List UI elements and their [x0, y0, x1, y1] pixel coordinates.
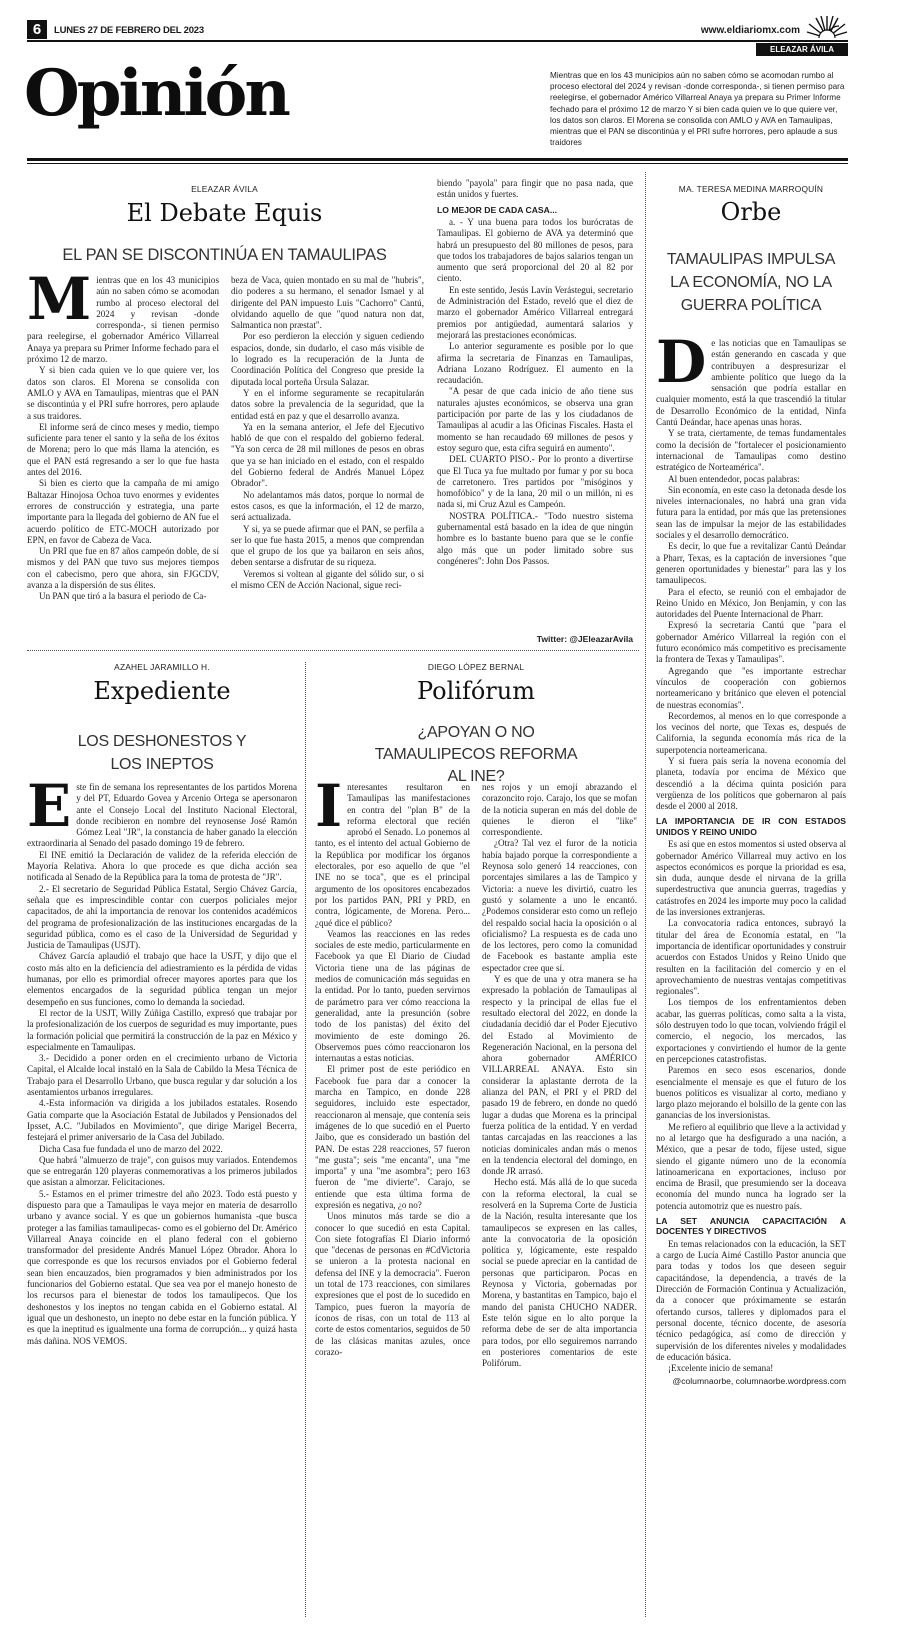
poli-deck: ¿APOYAN O NO TAMAULIPECOS REFORMA AL INE? — [374, 724, 578, 785]
col1-c-p6: NOSTRA POLÍTICA.- "Todo nuestro sistema gubernamental está basado en la idea de que ningún hombre es lo bastante bueno para que se le confíe algo más que un poder limitado sobre sus congéneres": John Dos Passos. — [437, 510, 633, 566]
exp-title: Expediente — [93, 677, 231, 705]
exp-body — [27, 782, 297, 1610]
orbe-p2: Al buen entendedor, pocas palabras: — [668, 473, 800, 484]
page-number-box — [27, 20, 47, 39]
column-rule-bottom — [305, 662, 306, 1617]
orbe-title: Orbe — [720, 198, 782, 226]
col1-a-p1: Y si bien cada quien ve lo que quiere ver, los datos son claros. El Morena se consolida con AMLO y AVA en Tamaulipas, mientras que el PAN se discontinúa y el PRI sufre horrores, pero aplaude a sus traidores. — [27, 365, 219, 421]
col1-author: ELEAZAR ÁVILA — [191, 184, 258, 194]
col1-b-p6: Veremos si voltean al gigante del sólido sur, o si el mismo CEN de Acción Nacional, sigue reci- — [231, 568, 424, 591]
author-tag — [756, 43, 848, 56]
orbe-signature[interactable]: @columnaorbe, columnaorbe.wordpress.com — [672, 1376, 846, 1387]
exp-dropcap: E — [27, 782, 72, 840]
exp-p8: Que habrá "almuerzo de traje", con guisos muy variados. Entendemos que se entregarán 120 playeras conmemorativas a los primeros jubilados que asistan a almorzar. Felicitaciones. — [27, 1154, 297, 1188]
col1-a-p0: ientras que en los 43 municipios aún no saben cómo se acomodan rumbo al proceso electoral del 2024 y revisan -donde corresponda-, si tienen permiso para reelegirse, el gobernador Américo Villarreal Anaya ya prepara su Primer Informe fechado para el próximo 12 de marzo. — [27, 275, 219, 365]
orbe-p7: Agregando que "es importante estrechar vínculos de cooperación con gobiernos norteamericano y británico que eleven el potencial de nuestras economías". — [656, 665, 846, 710]
exp-deck: LOS DESHONESTOS Y LOS INEPTOS — [77, 733, 247, 773]
col1-column-a — [27, 275, 219, 635]
poli-a-p0: nteresantes resultaron en Tamaulipas las manifestaciones en contra del "plan B" de la reforma electoral que recién aprobó el Senado. Lo ponemos al tanto, es el intento del actual Gobierno de la República por modificar los órganos electorales, por eso aquello de que "el INE no se toca", que es el principal argumento de los opositores encabezados por los partidos PAN, PRI y PRD, en contra, lógicamente, de Morena. Pero... ¿qué dice el público? — [315, 782, 470, 928]
orbe-p12: Los tiempos de los enfrentamientos deben acabar, las guerras políticas, como salta a la vista, sólo destruyen todo lo que tocan, volviendo frágil el comercio, el negocio, los mercados, las exportaciones y convirtiendo el humor de la gente en percepciones catastrofistas. — [656, 997, 846, 1064]
orbe-p6: Expresó la secretaria Cantú que "para el gobernador Américo Villarreal la región con el futuro económico más competitivo es precisamente la frontera de Texas y Tamaulipas". — [656, 620, 846, 665]
site-url[interactable]: www.eldiariomx.com — [700, 25, 800, 36]
col1-a-p2: El informe será de cinco meses y medio, tiempo suficiente para tener el santo y la seña de los éxitos de Morena; pero lo que más llama la atención, es que el PAN está regresando a ser lo que fue hasta antes del 2016. — [27, 421, 219, 478]
header-rule-top — [27, 40, 848, 42]
header-rule-bottom-2 — [27, 163, 848, 164]
col1-b-p3: Ya en la semana anterior, el Jefe del Ejecutivo habló de que con el respaldo del gobierno federal. "Ya son cerca de 28 mil millones de pesos en obras que ya se han iniciado en el estado, con el respaldo del Gobierno federal de Andrés Manuel López Obrador". — [231, 421, 424, 489]
col1-title: El Debate Equis — [126, 199, 323, 227]
col1-column-c — [437, 178, 633, 630]
section-title: Opinión — [24, 56, 288, 131]
col1-a-p5: Un PAN que tiró a la basura el periodo de Ca- — [39, 591, 207, 602]
poli-b-p3: Hecho está. Más allá de lo que suceda con la reforma electoral, la cual se resolverá en la Suprema Corte de Justicia de la Nación, resulta interesante que los tamaulipecos se expresen en las calles, ante la convocatoria de la oposición política y, lógicamente, este respaldo social se puede apreciar en la cantidad de personas que participaron. Pocas en Reynosa y Victoria, gobernadas por Morena, y bastantitas en Tampico, bajo el mando del panista CHUCHO NADER. Este telón sigue en lo alto porque la reforma debe de ser de alta importancia para todos, por ello seguiremos narrando en posteriores comentarios de este Polifórum. — [482, 1177, 637, 1369]
orbe-p0: e las noticias que en Tamaulipas se están generando en cascada y que contribuyen a despresurizar el ambiente político que luego da la sensación que podría estallar en cualquier momento, está la que trascendió la titular de Desarrollo Económico de la entidad, Ninfa Cantú Deándar, hace apenas unas horas. — [656, 338, 846, 428]
orbe-subhead-2: LA SET ANUNCIA CAPACITACIÓN A DOCENTES Y DIRECTIVOS — [656, 1216, 846, 1237]
exp-p5: 3.- Decidido a poner orden en el crecimiento urbano de Victoria Capital, el Alcalde local instaló en la Sala de Cabildo la Mesa Técnica de Trabajo para el Desarrollo Urbano, que busca regular y dar solución a los asentamientos urbanos irregulares. — [27, 1053, 297, 1098]
poli-title: Polifórum — [417, 677, 535, 705]
exp-p3: Chávez García aplaudió el trabajo que hace la USJT, y dijo que el costo más alto en la deficiencia del adiestramiento es la pérdida de vidas humanas, por ello es primordial ofrecer mayores aportes para que los elementos encargados de la seguridad pública tengan un mejor desempeño en sus funciones, como lo demanda la sociedad. — [27, 951, 297, 1007]
col1-b-p1: Por eso perdieron la elección y siguen cediendo espacios, donde, sin dudarlo, el caso más visible de lo logrado es la recuperación de la Junta de Coordinación Política del Congreso que preside la diputada local porteña Úrsula Salazar. — [231, 331, 424, 387]
poli-column-a — [315, 782, 470, 1610]
col1-a-p3: Si bien es cierto que la campaña de mi amigo Baltazar Hinojosa Ochoa tuvo enormes y evidentes errores de construcción y estrategia, una parte importante para la llegada del gobierno de AN fue el acuerdo político de ETC-MOCH autorizado por EPN, en favor de Cabeza de Vaca. — [27, 478, 219, 545]
col1-twitter-handle[interactable]: Twitter: @JEleazarAvila — [536, 634, 633, 644]
orbe-author: MA. TERESA MEDINA MARROQUÍN — [678, 184, 824, 194]
orbe-p8: Recordemos, al menos en lo que corresponde a los vecinos del norte, que Texas es, después de California, la segunda economía más rica de la superpotencia norteamericana. — [656, 710, 846, 755]
orbe-p9: Y si fuera país sería la novena economía del planeta, todavía por encima de México que descendió a la décima quinta posición para vergüenza de los políticos que gobernaron al país desde el 2000 al 2018. — [656, 755, 846, 812]
header-rule-bottom-1 — [27, 158, 848, 161]
poli-dropcap: I — [315, 782, 343, 840]
poli-b-p2: Y es que de una y otra manera se ha expresado la población de Tamaulipas al respecto y la principal de ellas fue el resultado electoral del 2022, en donde la ciudadanía decidió dar el Poder Ejecutivo del Estado al Movimiento de Regeneración Nacional, en la persona del ahora gobernador AMÉRICO VILLARREAL ANAYA. Esto sin considerar la aplastante derrota de la alianza del PAN, el PRI y el PRD del pasado 19 de febrero, en donde no quedó lugar a dudas que Morena es la principal fuerza política de la entidad. Y en verdad tantas carcajadas en las reacciones a las noticias dominicales andan más o menos en la tendencia electoral del domingo, en donde JR arrasó. — [482, 974, 637, 1177]
orbe-p14: Me refiero al equilibrio que lleve a la actividad y no al letargo que ha desfigurado a una nación, a México, que a pesar de todo, fíjese usted, sigue siendo el gigante número uno de la economía latinoamericana en exportaciones, incluso por encima de Brasil, que presumiendo ser la doceava economía del mundo nunca ha logrado ser la potencia automotriz que es nuestro país. — [656, 1121, 846, 1211]
col1-c-p0: biendo "payola" para fingir que no pasa nada, que están unidos y fuertes. — [437, 178, 633, 200]
col1-c-p3: Lo anterior seguramente es posible por lo que afirma la secretaria de Finanzas en Tamaulipas, Adriana Lozano Rodríguez. El aumento en la recaudación. — [437, 341, 633, 386]
sun-logo-icon — [806, 14, 848, 38]
poli-b-p1: ¿Otra? Tal vez el furor de la noticia había bajado porque la correspondiente a Reynosa solo generó 14 reacciones, con porcentajes similares a las de Tampico y Victoria: a nueve les divirtió, cuatro les gustó y solamente a uno le encantó. ¿Podemos considerar esto como un reflejo del respaldo social hacia la oposición o al oficialismo? La respuesta es de cada uno de los lectores, pero como la comunidad de Facebook es bastante amplia este espectador cree que sí. — [482, 838, 637, 973]
page-number: 6 — [32, 21, 42, 38]
section-divider — [27, 650, 639, 651]
col1-c-p4: "A pesar de que cada inicio de año tiene sus naturales ajustes económicos, se observa una gran participación por parte de las y los ciudadanos de Tamaulipas al acudir a las Oficinas Fiscales. Hasta el momento se han recaudado 69 millones de pesos y estoy seguro que, esta cifra seguirá en aumento". — [437, 386, 633, 453]
exp-p4: El rector de la USJT, Willy Zúñiga Castillo, expresó que trabajar por la profesionalización de los cuerpos de seguridad es muy importante, pues la formación policial que permitirá la construcción de la paz en México y especialmente en Tamaulipas. — [27, 1007, 297, 1052]
col1-deck: EL PAN SE DISCONTINÚA EN TAMAULIPAS — [62, 246, 387, 264]
exp-p0: ste fin de semana los representantes de los partidos Morena y del PT, Eduardo Govea y Arcenio Ortega se apersonaron ante el Consejo Local del Instituto Nacional Electoral, donde recibieron en nombre del reynosense José Ramón Gómez Leal "JR", la constancia de haber ganado la elección extraordinaria al Senado del pasado domingo 19 de febrero. — [27, 782, 297, 849]
poli-column-b — [482, 782, 637, 1610]
exp-author: AZAHEL JARAMILLO H. — [114, 662, 210, 672]
orbe-body — [656, 338, 846, 1604]
col1-b-p4: No adelantamos más datos, porque lo normal de estos casos, es que la información, el 12 de marzo, será actualizada. — [231, 489, 424, 523]
col1-b-p2: Y en el informe seguramente se recapitularán datos sobre la prevalencia de la seguridad, que la entidad está en paz y que el desarrollo avanza. — [231, 387, 424, 421]
col1-c-p5: DEL CUARTO PISO.- Por lo pronto a divertirse que El Tuca ya fue multado por fumar y por su boca de carretonero. Tres partidos por "misóginos y homofóbico" y de la lana, 20 mil o un millón, ni es nada si, mi Cruz Azul es Campeón. — [437, 454, 633, 510]
poli-a-p3: Unos minutos más tarde se dio a conocer lo que sucedió en esta Capital. Con siete fotografías El Diario informó que "decenas de personas en #CdVictoria se unieron a la protesta nacional en defensa del INE y la democracia". Fueron un total de 173 reacciones, con similares expresiones que el post de lo sucedido en Tampico, pues fueron la mayoría de íconos de risas, con un total de 113 al corte de estos comentarios, seguidos de 50 de las clásicas manitas azules, once corazo- — [315, 1211, 470, 1357]
orbe-subhead-1: LA IMPORTANCIA DE IR CON ESTADOS UNIDOS Y REINO UNIDO — [656, 816, 846, 837]
author-tag-label: ELEAZAR ÁVILA — [770, 45, 834, 54]
exp-p1: El INE emitió la Declaración de validez de la referida elección de Mayoría Relativa. Ahora lo que procede es que dicha acción sea notificada al Senado de la República para la toma de protesta de "JR". — [27, 849, 297, 883]
orbe-p5: Para el efecto, se reunió con el embajador de Reino Unido en México, Jon Benjamin, y con las autoridades del Puente Internacional de Pharr. — [656, 586, 846, 620]
poli-a-p1: Veamos las reacciones en las redes sociales de este medio, particularmente en Facebook ya que El Diario de Ciudad Victoria tiene una de las páginas de medios de comunicación más seguidas en la entidad. Por lo tanto, pueden servirnos de parámetro para ver cómo reacciona la generalidad, ante la presunción (sobre todo de los panistas) del éxito del movimiento de este domingo 26. Observemos pues cómo reaccionaron los internautas a estas noticias. — [315, 928, 470, 1064]
exp-p7: Dicha Casa fue fundada el uno de marzo del 2022. — [39, 1143, 223, 1154]
col1-dropcap: M — [27, 275, 92, 333]
orbe-p3: Sin economía, en este caso la detonada desde los niveles internacionales, no habrá una gran vida futura para la entidad, por más que las pretensiones sean las de impulsar la mejor de las estabilidades sociales y el desarrollo democrático. — [656, 484, 846, 541]
exp-p6: 4.-Esta información va dirigida a los jubilados estatales. Rosendo Gatia comparte que la Asociación Estatal de Jubilados y Pensionados del Ipsset, A.C. "Jubilados en Movimiento", que dirige Marigel Becerra, festejará el primer aniversario de la Casa del Jubilado. — [27, 1098, 297, 1143]
col1-c-p1: a. - Y una buena para todos los burócratas de Tamaulipas. El gobierno de AVA ya determinó que habrá un presupuesto del 80 millones de pesos, para que todos los trabajadores de bajos salarios tengan un aumento que será proporcional del 20 al 82 por ciento. — [437, 217, 633, 284]
orbe-deck: TAMAULIPAS IMPULSA LA ECONOMÍA, NO LA GUERRA POLÍTICA — [666, 251, 836, 314]
orbe-p11: La convocatoria radica entonces, subrayó la titular del área de Economía estatal, en "la importancia de identificar oportunidades y construir acuerdos con Estados Unidos y Reino Unido que resulten en la facilitación del comercio y en el aprovechamiento de nuestras ventajas competitivas regionales". — [656, 918, 846, 997]
column-rule-main — [645, 172, 646, 1617]
orbe-p1: Y se trata, ciertamente, de temas fundamentales como la decisión de "fortalecer el posicionamiento internacional de Tamaulipas como destino estratégico de Norteamérica". — [656, 428, 846, 473]
orbe-p16: ¡Excelente inicio de semana! — [668, 1363, 774, 1374]
exp-p2: 2.- El secretario de Seguridad Pública Estatal, Sergio Chávez García, señala que es imprescindible contar con cuerpos policiales mejor capacitados, de ahí la importancia de renovar los contenidos académicos del programa de profesionalización de las instituciones encargadas de la seguridad pública, como es el caso de la Universidad de Seguridad y Justicia de Tamaulipas (USJT). — [27, 883, 297, 951]
col1-subhead: LO MEJOR DE CADA CASA... — [437, 204, 558, 215]
col1-b-p5: Y si, ya se puede afirmar que el PAN, se perfila a ser lo que fue hasta 2015, a menos que comprendan que el grupo de los que ya bailaron en seis años, deben sentarse a disfrutar de su riqueza. — [231, 523, 424, 568]
orbe-p10: Es así que en estos momentos si usted observa al gobernador Américo Villarreal muy activo en los aspectos económicos es porque la prioridad es esa, sin duda, aunque desde el nirvana de la grilla superdestructiva que anuncia guerras, tragedias y catástrofes en 2024 les importe muy poco la calidad de las inversiones extranjeras. — [656, 839, 846, 918]
orbe-p4: Es decir, lo que fue a revitalizar Cantú Deándar a Pharr, Texas, es la captación de inversiones "que generen oportunidades y bienestar" para las y los tamaulipecos. — [656, 541, 846, 586]
col1-column-b — [231, 275, 424, 635]
orbe-p13: Paremos en seco esos escenarios, donde esencialmente el mensaje es que el futuro de los buenos políticos es visualizar al corto, mediano y largo plazo mejorando el bolsillo de la gente con las ganancias de los inversionistas. — [656, 1065, 846, 1121]
col1-a-p4: Un PRI que fue en 87 años campeón doble, de sí mismos y del PAN que tuvo sus mejores tiempos con el cabecismo, pero que ahora, sin FJGCDV, avanza a la dispersión de sus élites. — [27, 546, 219, 591]
col1-b-p0: beza de Vaca, quien montado en su mal de "hubris", dio poderes a su hermano, el senador Ismael y al dirigente del PAN impuesto Luis "Cachorro" Cantú, olvidando aquello de que "quod natura non dat, Salmantica non præstat". — [231, 275, 424, 331]
lead-summary: Mientras que en los 43 municipios aún no saben cómo se acomodan rumbo al proceso electoral del 2024 y revisan -donde corresponda-, si tienen permiso para reelegirse, el gobernador Américo Villarreal Anaya ya prepara su Primer Informe fechado para el próximo 12 de marzo Y si bien cada quien ve lo que quiere ver, los datos son claros. El Morena se consolida con AMLO y AVA en Tamaulipas, mientras que el PAN se discontinúa y el PRI sufre horrores, pero aplaude a sus traidores — [550, 71, 845, 148]
poli-b-p0: nes rojos y un emoji abrazando el corazoncito rojo. Carajo, los que se mofan de la noticia superan en más del doble de quienes le dieron el "like" correspondiente. — [482, 782, 637, 838]
poli-author: DIEGO LÓPEZ BERNAL — [427, 662, 525, 672]
col1-c-p2: En este sentido, Jesús Lavín Verástegui, secretario de Administración del Estado, reveló que el diez de marzo el gobernador Américo Villarreal entregará premios por antigüedad, aumentará salarios y mejorará las prestaciones económicas. — [437, 284, 633, 340]
exp-p9: 5.- Estamos en el primer trimestre del año 2023. Todo está puesto y dispuesto para que a Tamaulipas le vaya mejor en materia de desarrollo urbano y avance social. Y es que un gobiernos humanista -que busca proteger a las familias tamaulipecas- como es el gobierno del Dr. Américo Villarreal Anaya coincide en el plano federal con el gobierno transformador del presidente Andrés Manuel López Obrador. Ahora lo que corresponde es que los recursos enviados por el Gobierno federal sean bien encauzados, bien programados y bien administrados por los funcionarios del Gobierno estatal. Que sea vea por el manejo honesto de los recursos para el bienestar de todos los tamaulipecos. Que los deshonestos y los ineptos no tengan cabida en el Gobierno estatal. Al igual que un deshonesto, un inepto no debe estar en la función pública. Y es que la ineptitud es igualmente una forma de corrupción... y quizá hasta más dañina. NOS VEMOS. — [27, 1188, 297, 1346]
orbe-dropcap: D — [656, 338, 707, 396]
issue-date: LUNES 27 DE FEBRERO DEL 2023 — [54, 25, 204, 36]
poli-a-p2: El primer post de este periódico en Facebook fue para dar a conocer la marcha en Tampico, en donde 228 seguidores, incluido este espectador, reaccionaron al mensaje, que contenía seis imágenes de lo que sucedió en el Puerto Jaibo, que es considerado un bastión del PAN. De estas 228 reacciones, 57 fueron "me gusta"; seis "me encanta", una "me importa" y una "me asombra"; pero 163 fueron de "me divierte". Carajo, se entiende que esta última forma de expresión es negativa, ¿o no? — [315, 1064, 470, 1210]
orbe-p15: En temas relacionados con la educación, la SET a cargo de Lucía Aimé Castillo Pastor anuncia que para todas y todos los que deseen seguir capacitándose, la dependencia, a través de la Dirección de Formación Continua y Actualización, da a conocer que próximamente se estarán ofertando cursos, talleres y diplomados para el personal docente, técnico docente, de asesoría técnico pedagógica, así como de dirección y supervisión de los diferentes niveles y modalidades de educación básica. — [656, 1238, 846, 1362]
